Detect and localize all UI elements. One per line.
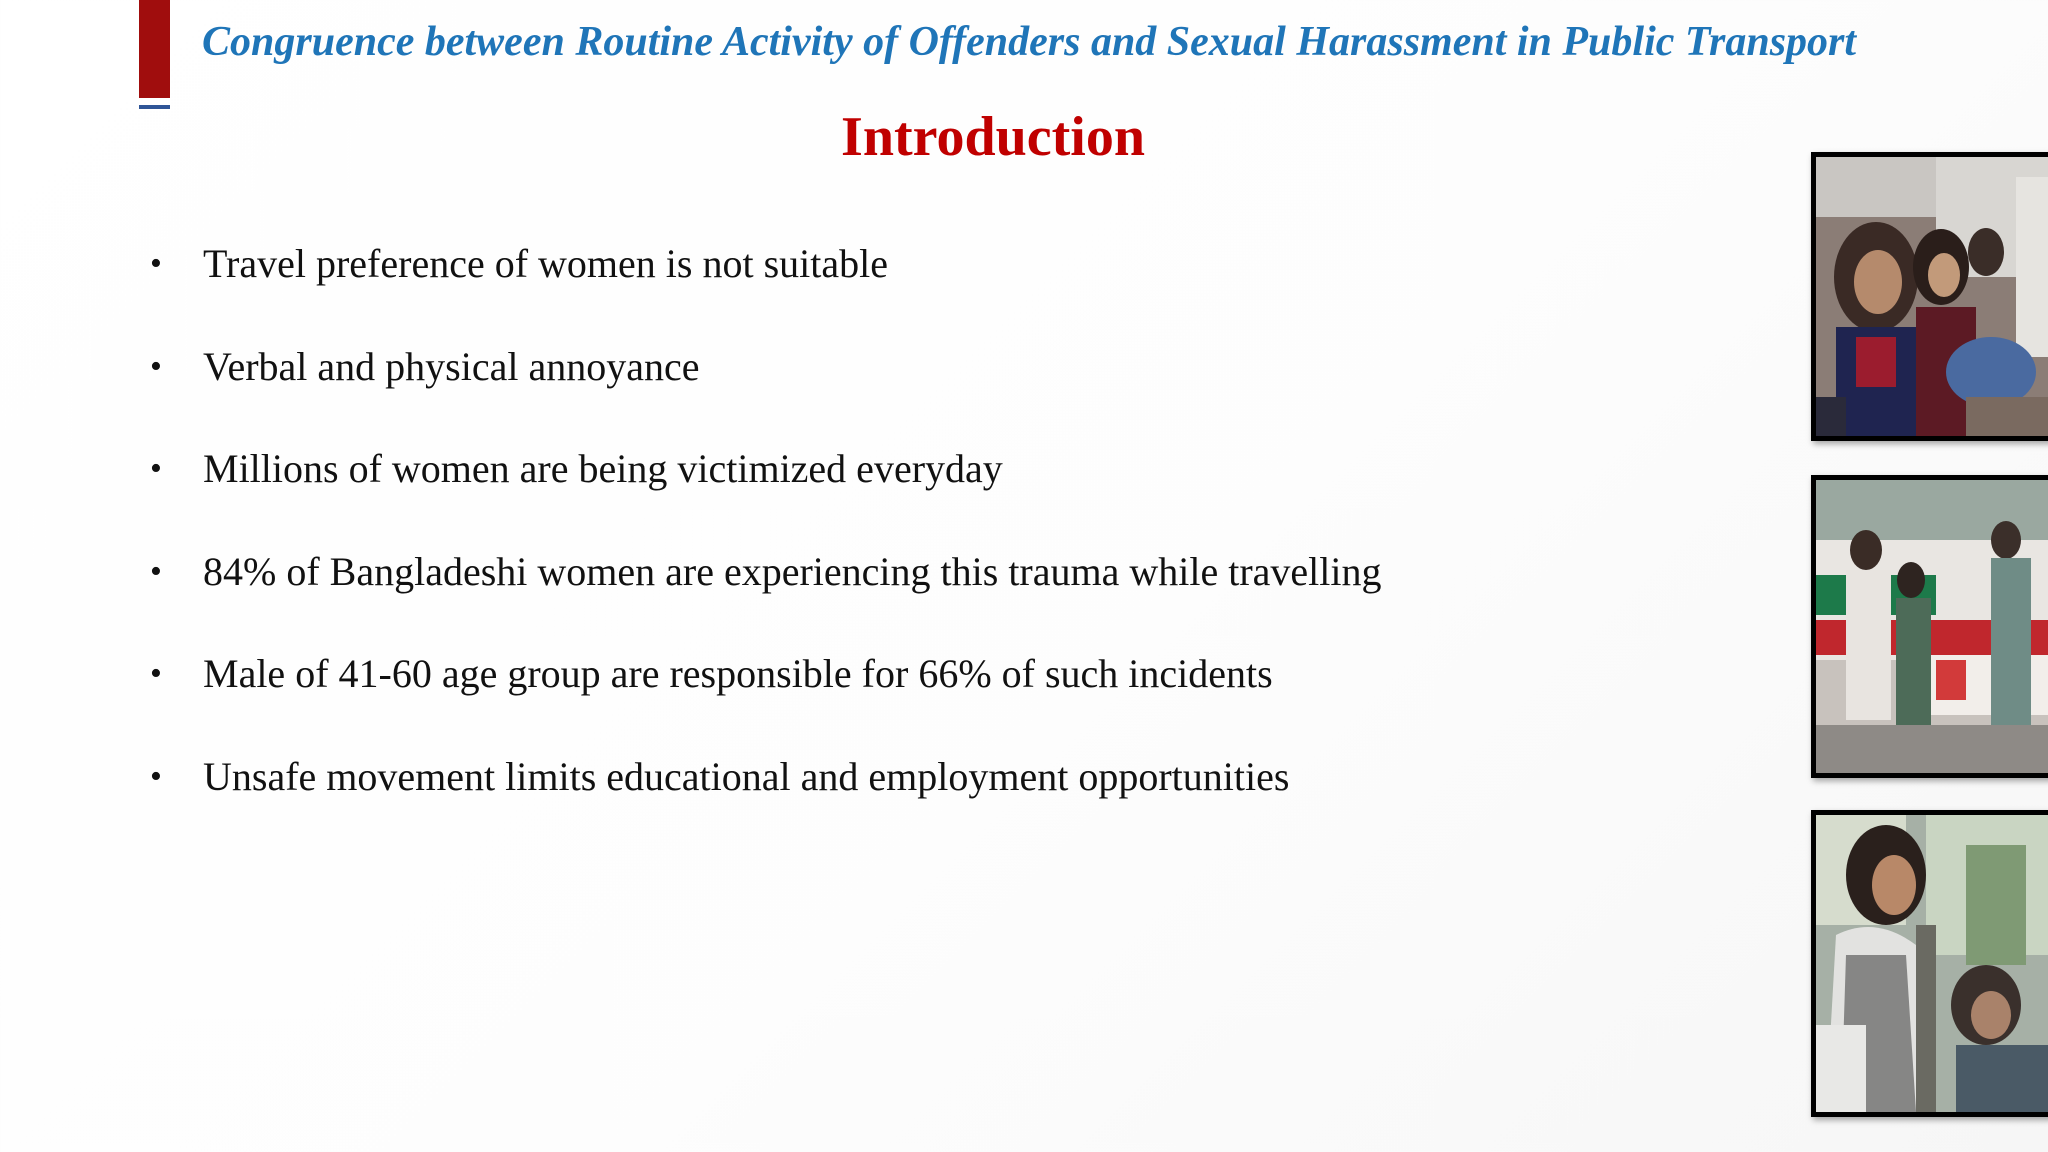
- bullet-icon: •: [150, 655, 162, 692]
- bullet-icon: •: [150, 347, 162, 385]
- woman-on-bus-image: [1816, 815, 2048, 1112]
- bullet-icon: •: [150, 757, 162, 795]
- woman-on-bus-photo: [1811, 810, 2048, 1117]
- bus-passengers-image: [1816, 157, 2048, 436]
- street-bus-photo: [1811, 475, 2048, 778]
- bullet-icon: •: [150, 245, 162, 282]
- bus-passengers-photo: [1811, 152, 2048, 441]
- bullet-text: Travel preference of women is not suitable: [203, 241, 888, 286]
- street-bus-image: [1816, 480, 2048, 773]
- section-title: Introduction: [841, 106, 1145, 168]
- bullet-icon: •: [150, 552, 162, 590]
- accent-bar: [139, 0, 170, 98]
- bullet-text: 84% of Bangladeshi women are experiencing this trauma while travelling: [203, 548, 1382, 594]
- bullet-text: Millions of women are being victimized everyday: [203, 446, 1003, 491]
- bullet-text: Verbal and physical annoyance: [203, 343, 700, 389]
- bullet-icon: •: [150, 450, 162, 487]
- bullet-text: Male of 41-60 age group are responsible for 66% of such incidents: [203, 651, 1273, 696]
- bullet-text: Unsafe movement limits educational and employment opportunities: [203, 753, 1290, 799]
- header-title: Congruence between Routine Activity of Offenders and Sexual Harassment in Public Transport: [202, 19, 1857, 65]
